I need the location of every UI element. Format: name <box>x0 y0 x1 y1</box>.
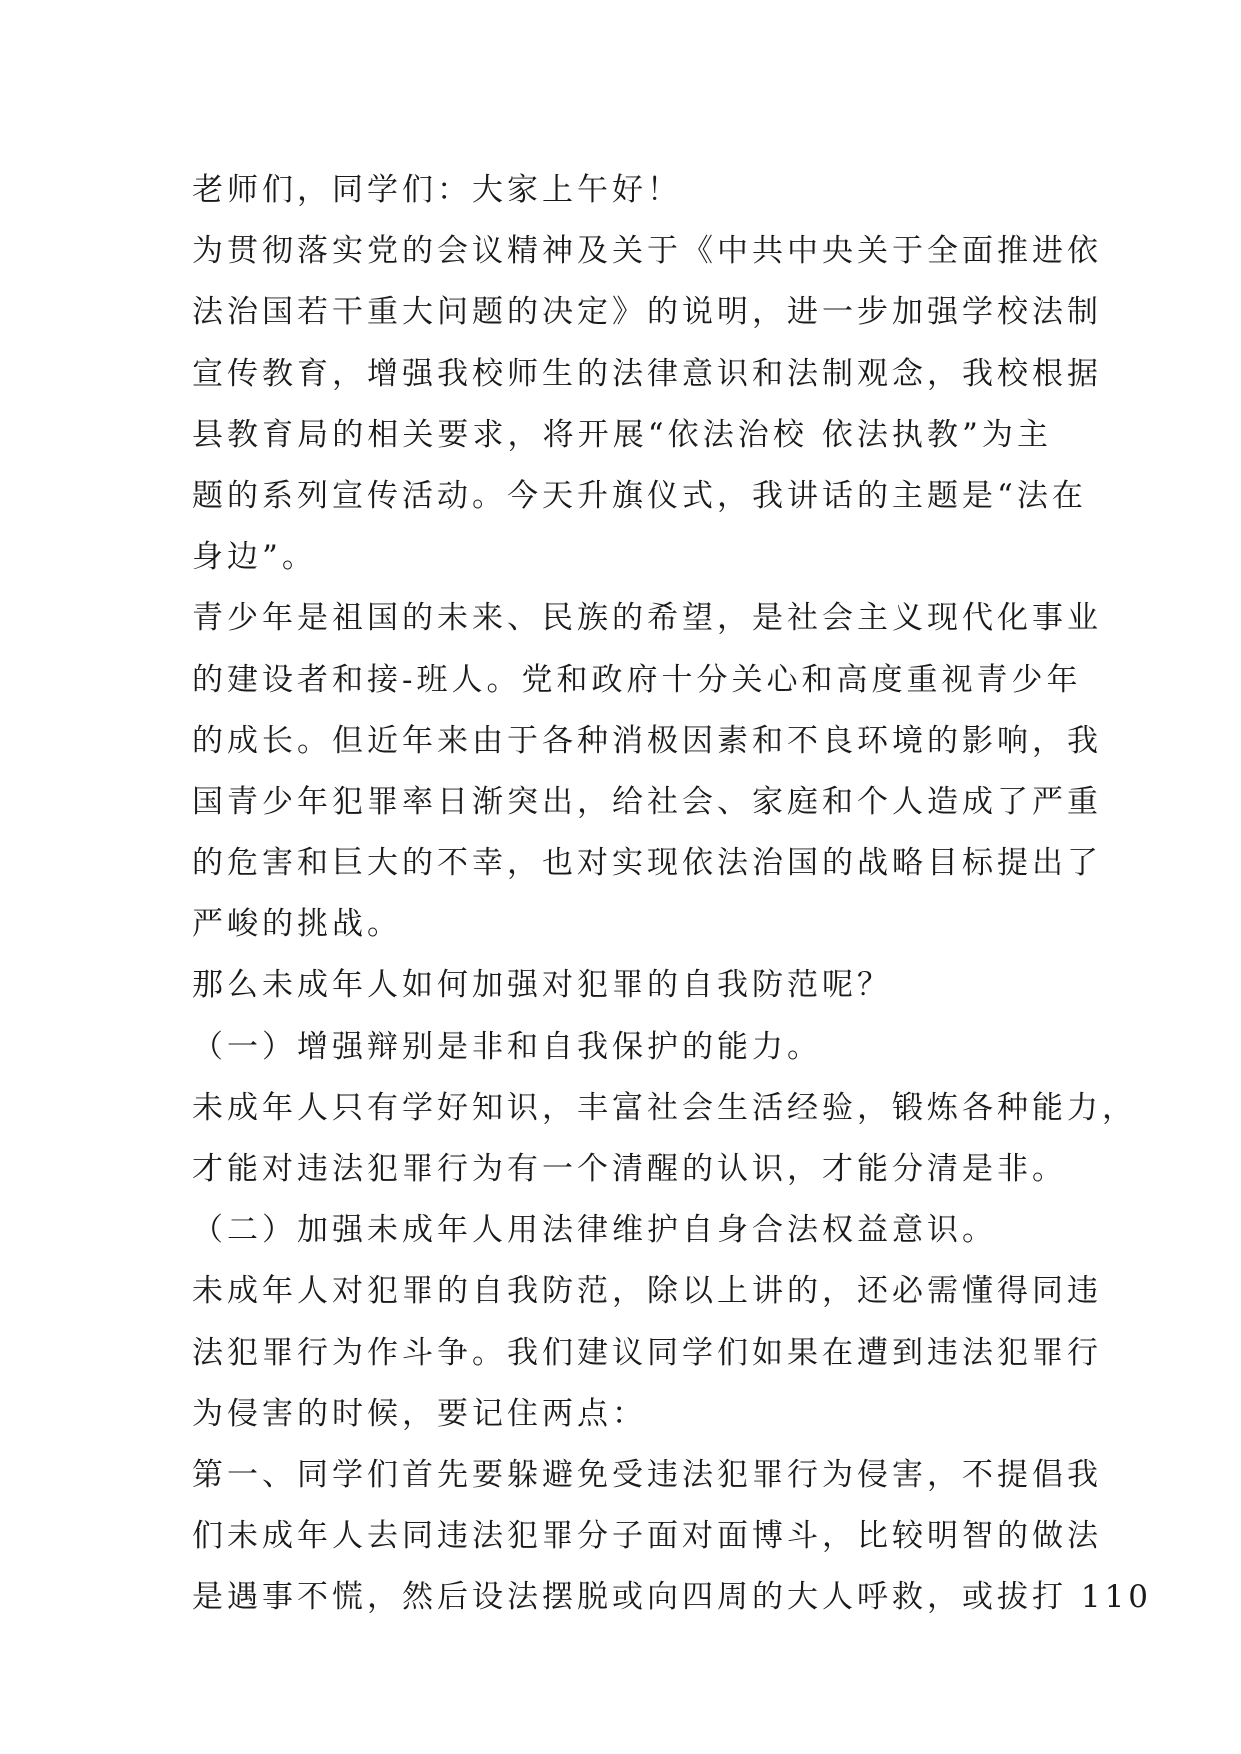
paragraph-line: 未成年人对犯罪的自我防范，除以上讲的，还必需懂得同违 <box>192 1273 1102 1310</box>
section-heading-2: （二）加强未成年人用法律维护自身合法权益意识。 <box>192 1212 997 1249</box>
document-body <box>192 160 1153 1629</box>
paragraph-line: 们未成年人去同违法犯罪分子面对面博斗，比较明智的做法 <box>192 1518 1102 1555</box>
paragraph-line: 为贯彻落实党的会议精神及关于《中共中央关于全面推进依 <box>192 233 1102 270</box>
paragraph-line: 的成长。但近年来由于各种消极因素和不良环境的影响，我 <box>192 722 1102 759</box>
paragraph-line: 的危害和巨大的不幸，也对实现依法治国的战略目标提出了 <box>192 845 1102 882</box>
paragraph-line: 宣传教育，增强我校师生的法律意识和法制观念，我校根据 <box>192 355 1102 392</box>
section-heading-1: （一）增强辩别是非和自我保护的能力。 <box>192 1028 822 1065</box>
question-line: 那么未成年人如何加强对犯罪的自我防范呢？ <box>192 967 892 1004</box>
paragraph-line: 题的系列宣传活动。今天升旗仪式，我讲话的主题是“法在 <box>192 477 1087 514</box>
paragraph-line: 法犯罪行为作斗争。我们建议同学们如果在遭到违法犯罪行 <box>192 1334 1102 1371</box>
paragraph-line: 国青少年犯罪率日渐突出，给社会、家庭和个人造成了严重 <box>192 783 1102 820</box>
paragraph-line: 第一、同学们首先要躲避免受违法犯罪行为侵害，不提倡我 <box>192 1456 1102 1493</box>
paragraph-line: 法治国若干重大问题的决定》的说明，进一步加强学校法制 <box>192 294 1102 331</box>
paragraph-line: 为侵害的时候，要记住两点： <box>192 1395 647 1432</box>
paragraph-line: 青少年是祖国的未来、民族的希望，是社会主义现代化事业 <box>192 600 1102 637</box>
paragraph-line: 是遇事不慌，然后设法摆脱或向四周的大人呼救，或拔打 110 <box>192 1579 1153 1616</box>
greeting-line: 老师们，同学们：大家上午好！ <box>192 172 682 208</box>
paragraph-line: 身边”。 <box>192 539 317 576</box>
paragraph-line: 县教育局的相关要求，将开展“依法治校 依法执教”为主 <box>192 416 1052 453</box>
paragraph-line: 严峻的挑战。 <box>192 906 402 943</box>
paragraph-line: 才能对违法犯罪行为有一个清醒的认识，才能分清是非。 <box>192 1151 1067 1187</box>
paragraph-line: 未成年人只有学好知识，丰富社会生活经验，锻炼各种能力， <box>192 1089 1137 1126</box>
paragraph-line: 的建设者和接-班人。党和政府十分关心和高度重视青少年 <box>192 661 1082 698</box>
